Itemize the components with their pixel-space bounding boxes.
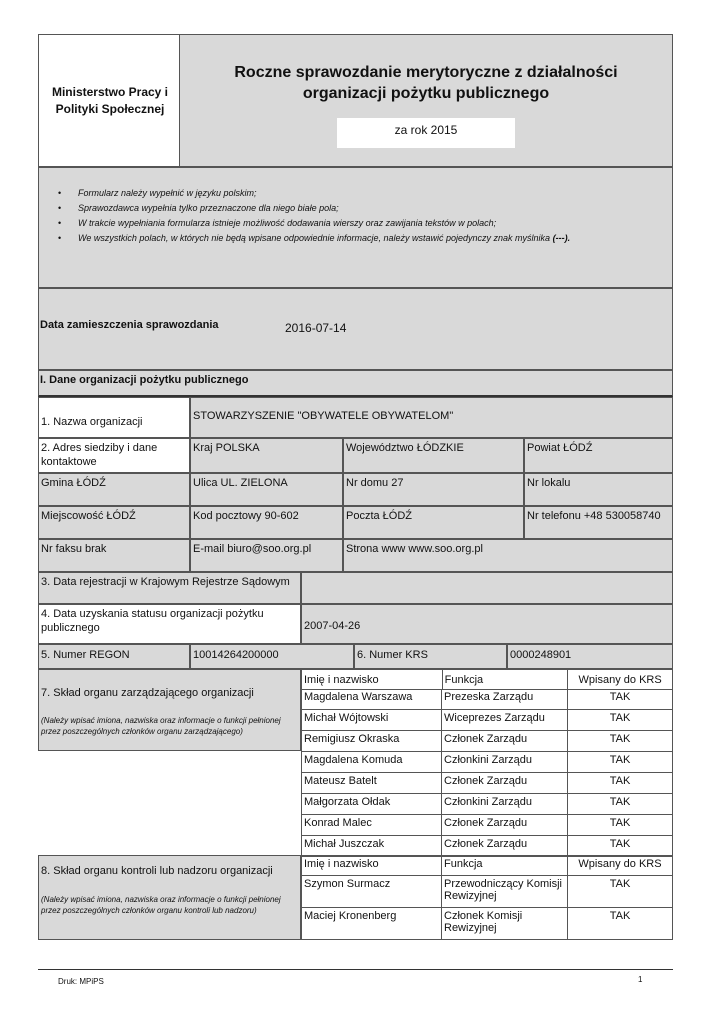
wojewodztwo-value: Województwo ŁÓDZKIE bbox=[346, 442, 464, 454]
supervisory-table bbox=[301, 855, 673, 940]
regon-label: 5. Numer REGON bbox=[41, 649, 130, 661]
member-krs[interactable]: TAK bbox=[568, 773, 673, 794]
email-value: E-mail biuro@soo.org.pl bbox=[193, 543, 312, 555]
krs-value: 0000248901 bbox=[510, 649, 572, 661]
telefon-value: Nr telefonu +48 530058740 bbox=[527, 510, 661, 522]
member-name[interactable]: Małgorzata Ołdak bbox=[301, 794, 442, 815]
year-label: za rok 2015 bbox=[394, 123, 458, 137]
footer-rule bbox=[38, 969, 673, 970]
member-name[interactable]: Michał Wójtowski bbox=[301, 710, 442, 731]
footer-print: Druk: MPiPS bbox=[58, 977, 104, 986]
powiat-value: Powiat ŁÓDŹ bbox=[527, 442, 593, 454]
publication-date[interactable]: 2016-07-14 bbox=[285, 321, 347, 335]
board-header-row bbox=[302, 670, 673, 690]
member-krs[interactable]: TAK bbox=[568, 689, 673, 710]
krs-reg-label: 3. Data rejestracji w Krajowym Rejestrze Sądowym bbox=[41, 576, 290, 588]
name-header: Imię i nazwisko bbox=[301, 855, 442, 876]
dash-sign: (---). bbox=[552, 233, 571, 243]
ministry-name: Ministerstwo Pracy i Polityki Społecznej bbox=[51, 85, 169, 116]
www-value: Strona www www.soo.org.pl bbox=[346, 543, 483, 555]
miejscowosc-value: Miejscowość ŁÓDŹ bbox=[41, 510, 136, 522]
kod-value: Kod pocztowy 90-602 bbox=[193, 510, 299, 522]
krs-reg-value-cell[interactable] bbox=[301, 572, 673, 604]
nr-domu-value: Nr domu 27 bbox=[346, 477, 404, 489]
function-header: Funkcja bbox=[442, 855, 568, 876]
member-krs[interactable]: TAK bbox=[568, 731, 673, 752]
regon-value: 10014264200000 bbox=[193, 649, 279, 661]
member-krs[interactable]: TAK bbox=[568, 710, 673, 731]
opp-value: 2007-04-26 bbox=[304, 620, 361, 632]
member-function[interactable]: Członkini Zarządu bbox=[442, 794, 568, 815]
poczta-value: Poczta ŁÓDŹ bbox=[346, 510, 413, 522]
member-name[interactable]: Konrad Malec bbox=[301, 815, 442, 836]
member-krs[interactable]: TAK bbox=[568, 815, 673, 836]
instructions-list bbox=[58, 186, 658, 246]
kraj-value: Kraj POLSKA bbox=[193, 442, 260, 454]
board-rows bbox=[301, 689, 673, 857]
member-name[interactable]: Mateusz Batelt bbox=[301, 773, 442, 794]
instruction-text: We wszystkich polach, w których nie będą wpisane odpowiednie informacje, należy wstawić pojedynczy znak myślnika bbox=[78, 233, 551, 243]
faks-value: Nr faksu brak bbox=[41, 543, 107, 555]
address-label: 2. Adres siedziby i dane kontaktowe bbox=[41, 442, 158, 468]
name-label: 1. Nazwa organizacji bbox=[41, 416, 143, 428]
function-header: Funkcja bbox=[442, 670, 568, 690]
member-name[interactable]: Michał Juszczak bbox=[301, 836, 442, 857]
krs-header: Wpisany do KRS bbox=[568, 670, 673, 690]
member-krs[interactable]: TAK bbox=[568, 908, 673, 940]
member-krs[interactable]: TAK bbox=[568, 794, 673, 815]
member-function[interactable]: Członek Zarządu bbox=[442, 815, 568, 836]
supervisory-label: 8. Skład organu kontroli lub nadzoru organizacji bbox=[41, 865, 273, 877]
member-name[interactable]: Remigiusz Okraska bbox=[301, 731, 442, 752]
table-row bbox=[301, 815, 673, 836]
section-1-title: I. Dane organizacji pożytku publicznego bbox=[40, 374, 249, 386]
board-label-cell bbox=[38, 669, 301, 751]
name-value: STOWARZYSZENIE "OBYWATELE OBYWATELOM" bbox=[193, 410, 454, 422]
supervisory-note: (Należy wpisać imiona, nazwiska oraz informacje o funkcji pełnionej przez poszczególnych członków organu kontroli lub nadzoru) bbox=[41, 895, 281, 915]
member-function[interactable]: Członek Komisji Rewizyjnej bbox=[442, 908, 568, 940]
member-function[interactable]: Członek Zarządu bbox=[442, 773, 568, 794]
instruction-item: • Sprawozdawca wypełnia tylko przeznaczone dla niego białe pola; bbox=[58, 201, 658, 216]
board-note: (Należy wpisać imiona, nazwiska oraz informacje o funkcji pełnionej przez poszczególnych członków organu zarządzającego) bbox=[41, 716, 281, 736]
member-function[interactable]: Członek Zarządu bbox=[442, 731, 568, 752]
member-krs[interactable]: TAK bbox=[568, 752, 673, 773]
nr-lokalu-value: Nr lokalu bbox=[527, 477, 571, 489]
report-title: Roczne sprawozdanie merytoryczne z działalności organizacji pożytku publicznego bbox=[234, 64, 618, 102]
instruction-item bbox=[58, 231, 658, 246]
board-table bbox=[301, 669, 673, 690]
member-name[interactable]: Szymon Surmacz bbox=[301, 876, 442, 908]
member-krs[interactable]: TAK bbox=[568, 836, 673, 857]
table-row bbox=[301, 773, 673, 794]
year-field[interactable] bbox=[337, 118, 515, 148]
table-row bbox=[301, 794, 673, 815]
gmina-value: Gmina ŁÓDŹ bbox=[41, 477, 106, 489]
member-function[interactable]: Przewodniczący Komisji Rewizyjnej bbox=[442, 876, 568, 908]
publication-label: Data zamieszczenia sprawozdania bbox=[40, 319, 219, 331]
member-name[interactable]: Magdalena Warszawa bbox=[301, 689, 442, 710]
supervisory-header-row bbox=[301, 855, 673, 876]
krs-header: Wpisany do KRS bbox=[568, 855, 673, 876]
name-header: Imię i nazwisko bbox=[302, 670, 443, 690]
table-row bbox=[301, 689, 673, 710]
member-function[interactable]: Wiceprezes Zarządu bbox=[442, 710, 568, 731]
member-function[interactable]: Prezeska Zarządu bbox=[442, 689, 568, 710]
table-row bbox=[301, 752, 673, 773]
table-row bbox=[301, 731, 673, 752]
table-row bbox=[301, 908, 673, 940]
table-row bbox=[301, 836, 673, 857]
krs-label: 6. Numer KRS bbox=[357, 649, 428, 661]
opp-label: 4. Data uzyskania statusu organizacji pożytku publicznego bbox=[41, 608, 264, 634]
instruction-item: • W trakcie wypełniania formularza istnieje możliwość dodawania wierszy oraz zawijania tekstów w polach; bbox=[58, 216, 658, 231]
member-function[interactable]: Członek Zarządu bbox=[442, 836, 568, 857]
member-function[interactable]: Członkini Zarządu bbox=[442, 752, 568, 773]
instruction-item: • Formularz należy wypełnić w języku polskim; bbox=[58, 186, 658, 201]
board-label: 7. Skład organu zarządzającego organizacji bbox=[41, 687, 254, 699]
ulica-value: Ulica UL. ZIELONA bbox=[193, 477, 288, 489]
table-row bbox=[301, 876, 673, 908]
table-row bbox=[301, 710, 673, 731]
page-number: 1 bbox=[638, 975, 643, 984]
member-name[interactable]: Magdalena Komuda bbox=[301, 752, 442, 773]
member-name[interactable]: Maciej Kronenberg bbox=[301, 908, 442, 940]
member-krs[interactable]: TAK bbox=[568, 876, 673, 908]
